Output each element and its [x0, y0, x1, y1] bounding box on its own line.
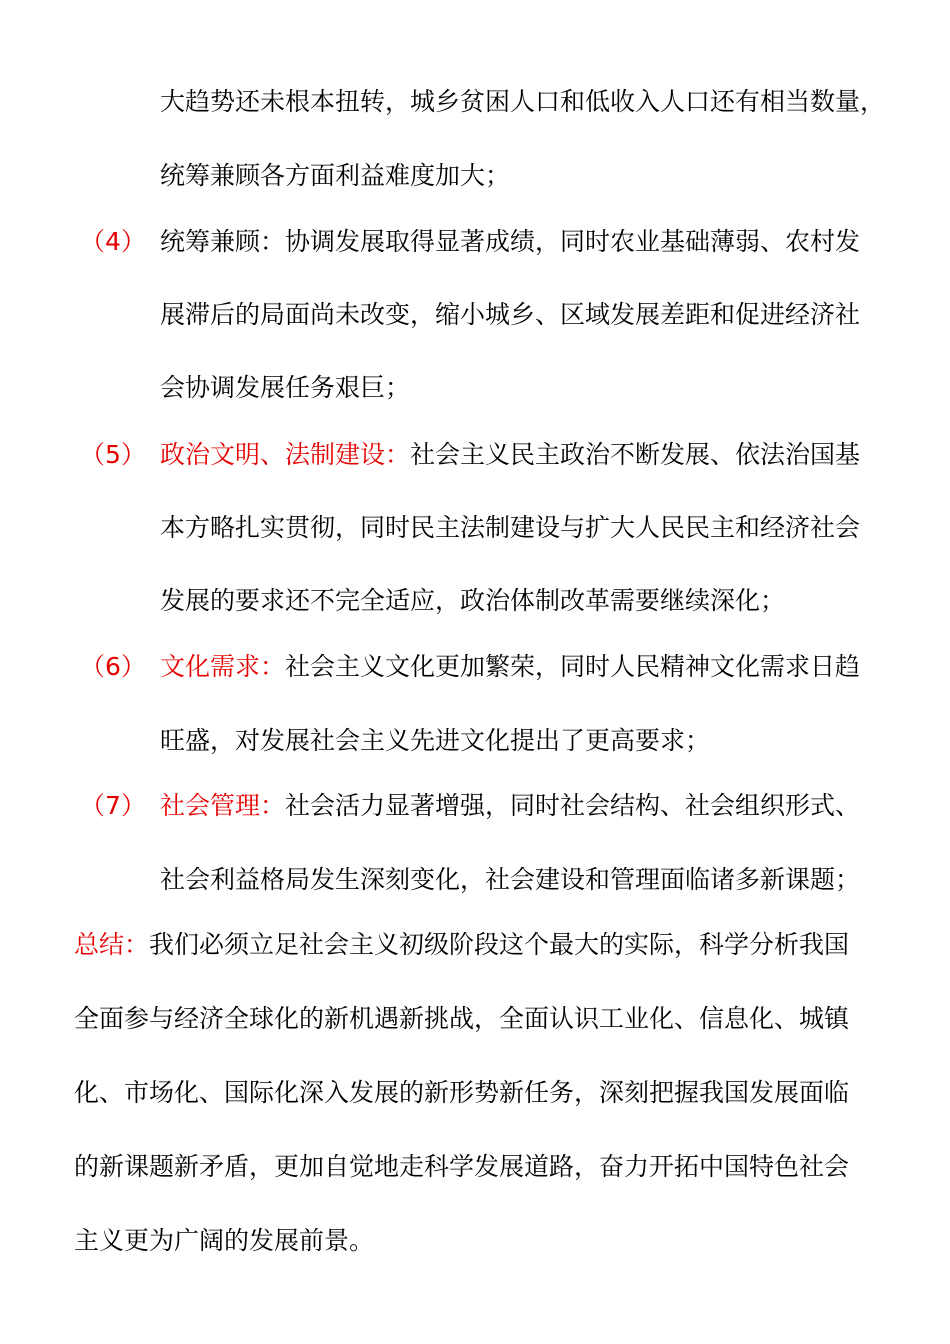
paragraph-line: 发展的要求还不完全适应，政治体制改革需要继续深化；	[160, 586, 786, 615]
item-text: 社会主义民主政治不断发展、依法治国基	[410, 440, 861, 469]
summary-line	[74, 929, 849, 961]
item-text: 社会主义文化更加繁荣，同时人民精神文化需求日趋	[285, 652, 861, 681]
summary-heading: 总结：	[74, 930, 150, 959]
summary-line: 化、市场化、国际化深入发展的新形势新任务，深刻把握我国发展面临	[74, 1078, 850, 1107]
paragraph-line: 展滞后的局面尚未改变，缩小城乡、区域发展差距和促进经济社	[160, 300, 861, 329]
summary-line: 主义更为广阔的发展前景。	[74, 1226, 375, 1255]
paragraph-line: 旺盛，对发展社会主义先进文化提出了更高要求；	[160, 726, 711, 755]
paragraph-line: 大趋势还未根本扭转，城乡贫困人口和低收入人口还有相当数量，	[160, 87, 886, 116]
item-heading: 社会管理：	[160, 791, 286, 820]
summary-text: 我们必须立足社会主义初级阶段这个最大的实际，科学分析我国	[149, 930, 850, 959]
paragraph-line: 社会利益格局发生深刻变化，社会建设和管理面临诸多新课题；	[160, 865, 861, 894]
item-number: （7）	[80, 791, 146, 820]
item-heading: 文化需求：	[160, 652, 286, 681]
item-text: 社会活力显著增强，同时社会结构、社会组织形式、	[285, 791, 861, 820]
item-number: （5）	[80, 440, 146, 469]
paragraph-line	[160, 790, 860, 822]
item-number: （6）	[80, 652, 146, 681]
paragraph-line: 本方略扎实贯彻，同时民主法制建设与扩大人民民主和经济社会	[160, 513, 861, 542]
paragraph-line	[160, 651, 860, 683]
item-number: （4）	[80, 227, 146, 256]
summary-line: 的新课题新矛盾，更加自觉地走科学发展道路，奋力开拓中国特色社会	[74, 1152, 850, 1181]
paragraph-line	[160, 439, 860, 471]
item-heading: 政治文明、法制建设：	[160, 440, 411, 469]
paragraph-line: 统筹兼顾：协调发展取得显著成绩，同时农业基础薄弱、农村发	[160, 227, 861, 256]
paragraph-line: 会协调发展任务艰巨；	[160, 373, 411, 402]
summary-line: 全面参与经济全球化的新机遇新挑战，全面认识工业化、信息化、城镇	[74, 1004, 850, 1033]
paragraph-line: 统筹兼顾各方面利益难度加大；	[160, 161, 511, 190]
